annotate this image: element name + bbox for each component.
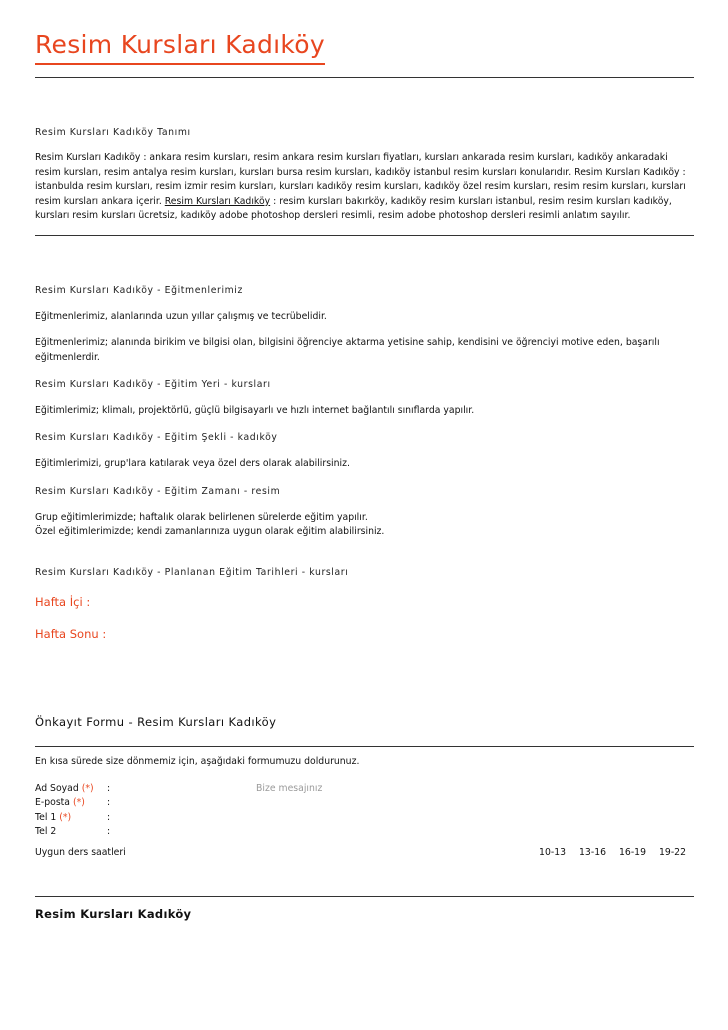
name-field-label: Ad Soyad <box>35 783 79 794</box>
definition-paragraph <box>35 151 694 224</box>
colon: : <box>107 826 111 837</box>
divider <box>35 235 694 236</box>
format-heading: Resim Kursları Kadıköy - Eğitim Şekli - kadıköy <box>35 432 278 443</box>
required-mark: (*) <box>81 783 94 794</box>
hours-option-16-19[interactable]: 16-19 <box>619 847 647 858</box>
email-field-label-wrap <box>35 797 107 809</box>
required-mark: (*) <box>59 812 72 823</box>
colon: : <box>107 783 111 794</box>
form-heading: Önkayıt Formu - Resim Kursları Kadıköy <box>35 715 277 729</box>
colon: : <box>107 797 111 808</box>
form-intro: En kısa sürede size dönmemiz için, aşağıdaki formumuzu doldurunuz. <box>35 756 360 767</box>
trainers-paragraph-2: Eğitmenlerimiz; alanında birikim ve bilgisi olan, bilgisini öğrenciye aktarma yetisine sahip, kendisini ve öğrenciyi motive eden, başarılı eğitmenlerdir. <box>35 337 660 363</box>
divider <box>35 77 694 78</box>
name-field-label-wrap <box>35 783 107 795</box>
timing-line-2: Özel eğitimlerimizde; kendi zamanlarınıza uygun olarak eğitim alabilirsiniz. <box>35 526 385 537</box>
required-mark: (*) <box>72 797 85 808</box>
tel2-field-label: Tel 2 <box>35 826 57 837</box>
divider <box>35 746 694 747</box>
site-title[interactable]: Resim Kursları Kadıköy <box>35 28 325 65</box>
tel2-field-row[interactable] <box>35 826 117 838</box>
tel1-field-label: Tel 1 <box>35 812 57 823</box>
definition-text-1: Resim Kursları Kadıköy : ankara resim kursları, resim ankara resim kursları fiyatları, kursları ankarada resim kursları, kadıköy ankaradaki resim kursları, resim antalya resim kursları, kursları bursa resim kursları, kadıköy istanbul resim kursları konularıdır. Resim Kursları Kadıköy : istanbulda resim kursları, resim izmir resim kursları, kursları kadıköy resim kursları, kadıköy özel resim kursları, resim resim kursları, kursları resim kursları ankara içerir. <box>35 152 686 207</box>
trainers-heading: Resim Kursları Kadıköy - Eğitmenlerimiz <box>35 285 243 296</box>
message-field[interactable]: Bize mesajınız <box>256 783 323 794</box>
tel1-field-row[interactable] <box>35 812 117 824</box>
name-field-row[interactable] <box>35 783 117 795</box>
definition-link[interactable]: Resim Kursları Kadıköy <box>164 195 271 207</box>
timing-line-1: Grup eğitimlerimizde; haftalık olarak belirlenen sürelerde eğitim yapılır. <box>35 512 368 523</box>
weekend-label: Hafta Sonu : <box>35 627 107 641</box>
schedule-heading: Resim Kursları Kadıköy - Planlanan Eğitim Tarihleri - kursları <box>35 567 349 578</box>
hours-option-10-13[interactable]: 10-13 <box>539 847 567 858</box>
hours-options <box>529 847 686 859</box>
trainers-paragraph-1: Eğitmenlerimiz, alanlarında uzun yıllar çalışmış ve tecrübelidir. <box>35 311 327 322</box>
format-paragraph: Eğitimlerimizi, grup'lara katılarak veya özel ders olarak alabilirsiniz. <box>35 458 350 469</box>
hours-option-13-16[interactable]: 13-16 <box>579 847 607 858</box>
timing-heading: Resim Kursları Kadıköy - Eğitim Zamanı - resim <box>35 486 281 497</box>
weekday-label: Hafta İçi : <box>35 595 91 609</box>
location-heading: Resim Kursları Kadıköy - Eğitim Yeri - kursları <box>35 379 271 390</box>
divider <box>35 896 694 897</box>
hours-label: Uygun ders saatleri <box>35 847 126 858</box>
colon: : <box>107 812 111 823</box>
email-field-row[interactable] <box>35 797 117 809</box>
definition-text-2: : resim kursları bakırköy, kadıköy resim kursları istanbul, resim resim kursları kadıköy, kursları resim kursları ücretsiz, kadıköy adobe photoshop dersleri resimli, resim adobe photoshop dersleri resimli anlatım sayılır. <box>35 195 672 222</box>
email-field-label: E-posta <box>35 797 71 808</box>
definition-heading: Resim Kursları Kadıköy Tanımı <box>35 127 191 138</box>
footer-title: Resim Kursları Kadıköy <box>35 907 192 921</box>
hours-option-19-22[interactable]: 19-22 <box>658 847 686 858</box>
location-paragraph: Eğitimlerimiz; klimalı, projektörlü, güçlü bilgisayarlı ve hızlı internet bağlantılı sınıflarda yapılır. <box>35 405 475 416</box>
tel1-field-label-wrap <box>35 812 107 824</box>
